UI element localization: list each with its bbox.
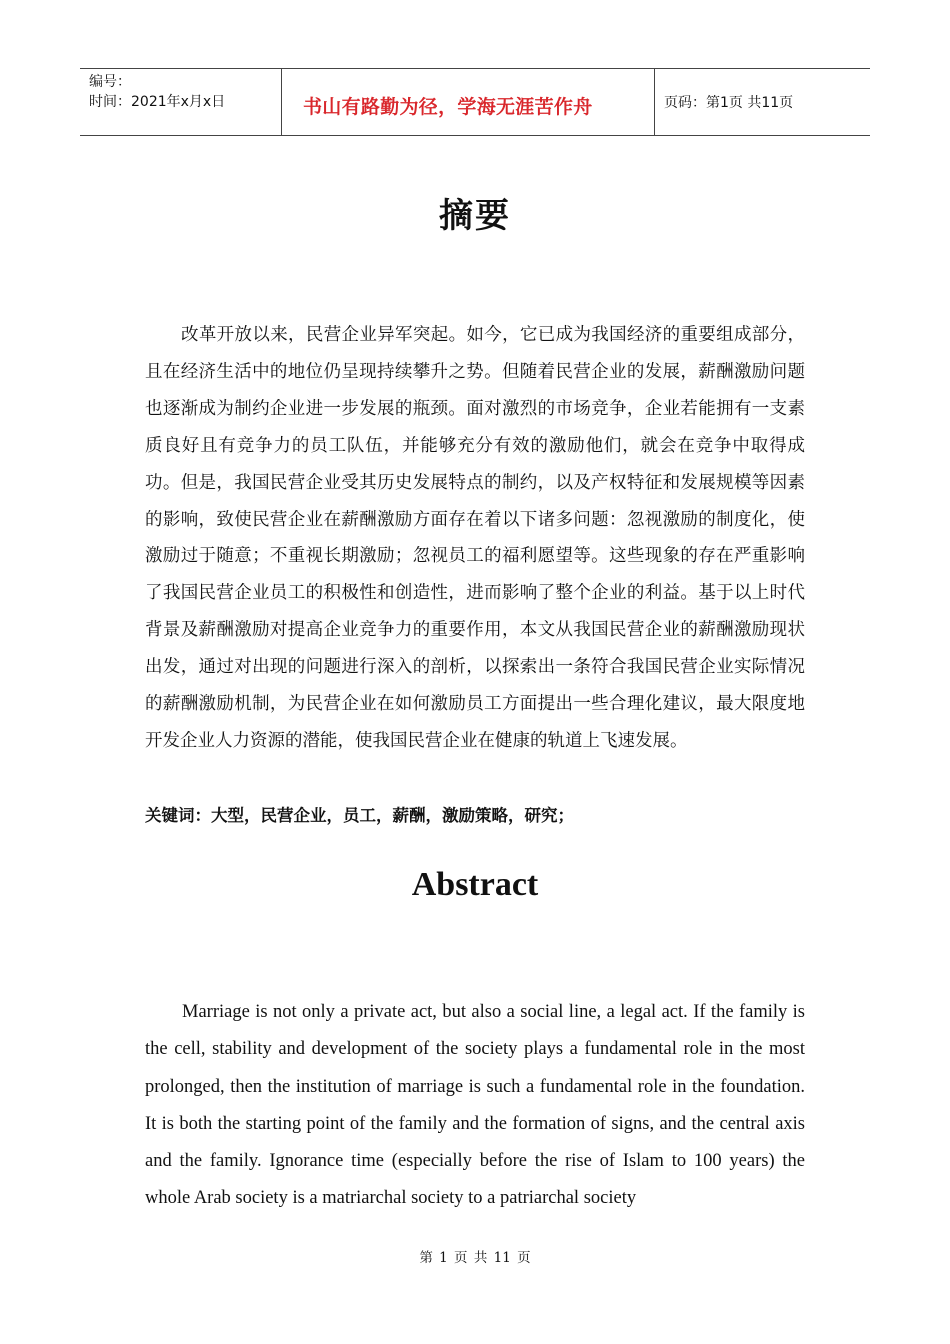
chinese-abstract-title: 摘要 xyxy=(439,196,511,236)
document-date-label: 时间：2021年x月x日 xyxy=(89,94,226,110)
header-motto: 书山有路勤为径，学海无涯苦作舟 xyxy=(303,95,593,118)
keywords-line: 关键词：大型，民营企业，员工，薪酬，激励策略，研究； xyxy=(145,806,574,825)
page-footer: 第 1 页 共 11 页 xyxy=(419,1250,531,1266)
english-abstract-body: Marriage is not only a private act, but also a social line, a legal act. If the family is the cell, stability and development of the society plays a fundamental role in the most prolonged, then the institution of marriage is such a fundamental role in the foundation. It is both the starting point of the family and the formation of signs, and the central axis and the family. Ignorance time (especially before the rise of Islam to 100 years) the whole Arab society is a matriarchal society to a patriarchal society xyxy=(145,1002,805,1209)
header-page-cell xyxy=(655,69,870,135)
chinese-abstract-body: 改革开放以来，民营企业异军突起。如今，它已成为我国经济的重要组成部分，且在经济生活中的地位仍呈现持续攀升之势。但随着民营企业的发展，薪酬激励问题也逐渐成为制约企业进一步发展的瓶颈。面对激烈的市场竞争，企业若能拥有一支素质良好且有竞争力的员工队伍，并能够充分有效的激励他们，就会在竞争中取得成功。但是，我国民营企业受其历史发展特点的制约，以及产权特征和发展规模等因素的影响，致使民营企业在薪酬激励方面存在着以下诸多问题：忽视激励的制度化，使激励过于随意；不重视长期激励；忽视员工的福利愿望等。这些现象的存在严重影响了我国民营企业员工的积极性和创造性，进而影响了整个企业的利益。基于以上时代背景及薪酬激励对提高企业竞争力的重要作用，本文从我国民营企业的薪酬激励现状出发，通过对出现的问题进行深入的剖析，以探索出一条符合我国民营企业实际情况的薪酬激励机制，为民营企业在如何激励员工方面提出一些合理化建议，最大限度地开发企业人力资源的潜能，使我国民营企业在健康的轨道上飞速发展。 xyxy=(145,325,805,751)
header-page-info: 页码：第1页 共11页 xyxy=(664,95,794,111)
english-abstract-title: Abstract xyxy=(411,866,539,903)
document-header xyxy=(80,68,870,136)
header-meta xyxy=(80,69,281,135)
document-number-label: 编号： xyxy=(89,74,131,90)
header-motto-cell xyxy=(281,69,655,135)
